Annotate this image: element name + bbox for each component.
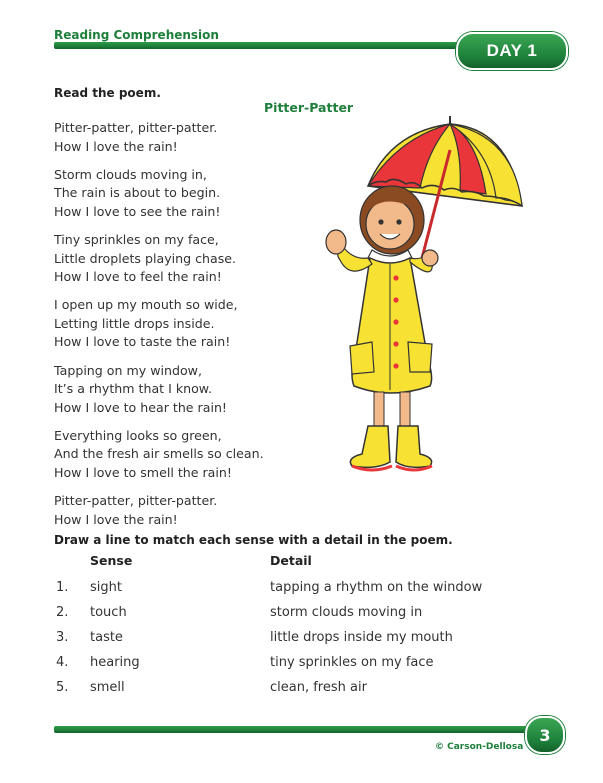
- poem-line: I open up my mouth so wide,: [54, 297, 238, 313]
- row-sense: smell: [90, 680, 125, 695]
- poem-line: How I love the rain!: [54, 511, 178, 527]
- poem-line: How I love to smell the rain!: [54, 464, 232, 480]
- sense-header: Sense: [90, 553, 133, 568]
- row-detail: little drops inside my mouth: [270, 630, 453, 645]
- row-detail: tiny sprinkles on my face: [270, 655, 434, 670]
- table-row: [54, 580, 554, 600]
- row-number: 4.: [56, 655, 69, 670]
- footer-rule: [54, 726, 534, 733]
- poem-stanza: [54, 362, 314, 418]
- poem-title: Pitter-Patter: [264, 100, 354, 115]
- row-number: 3.: [56, 630, 69, 645]
- row-detail: storm clouds moving in: [270, 605, 423, 620]
- poem-line: Everything looks so green,: [54, 427, 222, 443]
- poem-line: Letting little drops inside.: [54, 315, 215, 331]
- page-number: 3: [525, 716, 565, 754]
- row-number: 2.: [56, 605, 69, 620]
- section-label: Reading Comprehension: [54, 28, 219, 42]
- poem-stanza: [54, 166, 314, 222]
- table-row: [54, 630, 554, 650]
- poem-line: Pitter-patter, pitter-patter.: [54, 120, 218, 135]
- poem-instruction: Read the poem.: [54, 86, 161, 100]
- detail-header: Detail: [270, 553, 312, 568]
- row-number: 1.: [56, 580, 69, 595]
- row-detail: clean, fresh air: [270, 680, 367, 695]
- row-sense: sight: [90, 580, 122, 595]
- day-badge: DAY 1: [456, 32, 568, 70]
- matching-instruction: Draw a line to match each sense with a detail in the poem.: [54, 533, 453, 547]
- poem-line: Tiny sprinkles on my face,: [54, 232, 219, 248]
- poem-body: [54, 119, 314, 539]
- poem-line: Pitter-patter, pitter-patter.: [54, 493, 218, 509]
- table-row: [54, 605, 554, 625]
- poem-stanza: [54, 296, 314, 352]
- poem-line: And the fresh air smells so clean.: [54, 446, 264, 462]
- poem-line: How I love to hear the rain!: [54, 399, 227, 415]
- row-sense: touch: [90, 605, 127, 620]
- poem-line: The rain is about to begin.: [54, 185, 221, 201]
- row-sense: hearing: [90, 655, 140, 670]
- poem-stanza: [54, 231, 314, 287]
- poem-line: Tapping on my window,: [54, 362, 202, 378]
- poem-line: Little droplets playing chase.: [54, 250, 237, 266]
- table-row: [54, 680, 554, 700]
- row-number: 5.: [56, 680, 69, 695]
- poem-stanza: [54, 492, 314, 529]
- table-row: [54, 655, 554, 675]
- poem-line: Storm clouds moving in,: [54, 166, 207, 182]
- poem-line: How I love to feel the rain!: [54, 269, 222, 285]
- copyright: © Carson-Dellosa: [435, 742, 524, 752]
- row-sense: taste: [90, 630, 123, 645]
- girl-with-umbrella-icon: [310, 110, 560, 490]
- row-detail: tapping a rhythm on the window: [270, 580, 483, 595]
- header-rule: [54, 42, 474, 49]
- poem-stanza: [54, 427, 314, 483]
- poem-line: How I love the rain!: [54, 138, 178, 154]
- poem-line: How I love to see the rain!: [54, 203, 221, 219]
- poem-line: How I love to taste the rain!: [54, 334, 231, 350]
- poem-line: It’s a rhythm that I know.: [54, 381, 212, 397]
- poem-stanza: [54, 119, 314, 156]
